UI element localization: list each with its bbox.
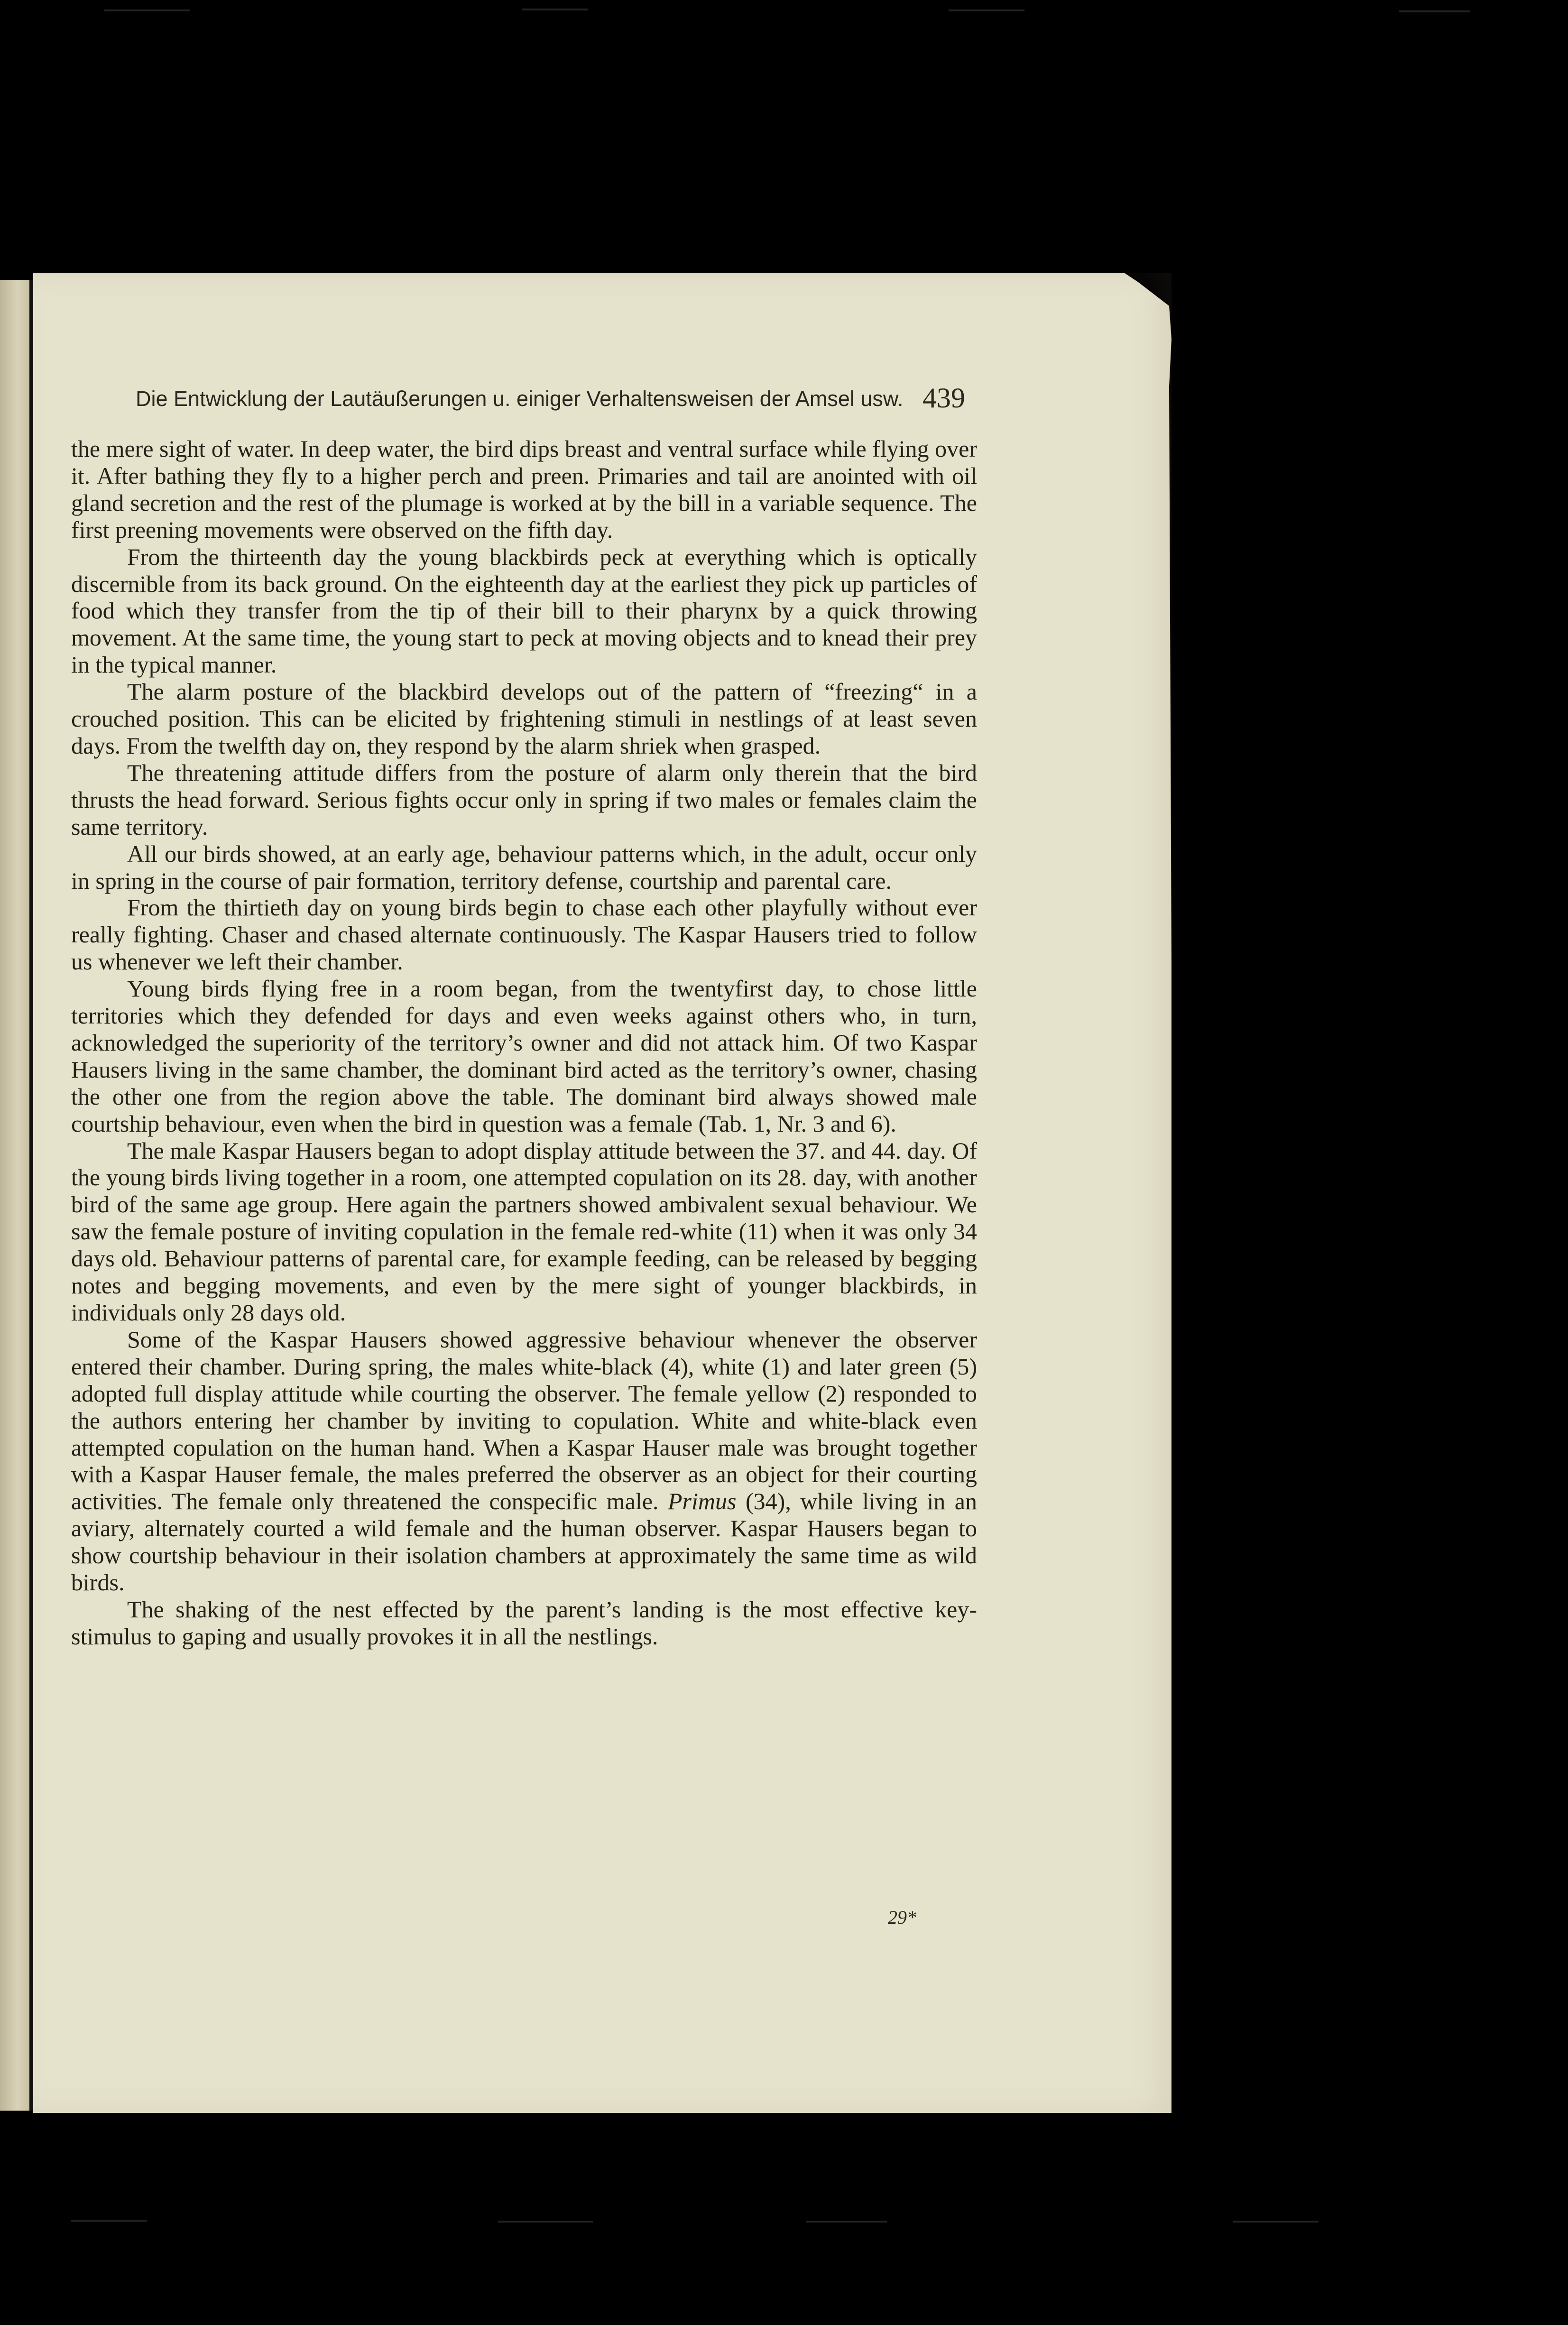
page-number: 439 — [922, 382, 965, 414]
paragraph-10: The shaking of the nest effected by the parent’s landing is the most effective key-stimulus to gaping and usually provokes it in all the nestlings. — [71, 1596, 977, 1650]
scan-speck — [498, 2221, 593, 2223]
running-head: Die Entwicklung der Lautäußerungen u. einiger Verhaltensweisen der Amsel usw. — [136, 387, 904, 411]
scan-speck — [1233, 2221, 1319, 2223]
paragraph-5: All our birds showed, at an early age, behaviour patterns which, in the adult, occur only in spring in the course of pair formation, territory defense, courtship and parental care. — [71, 840, 977, 894]
scan-speck — [806, 2221, 887, 2223]
scan-speck — [104, 9, 190, 11]
paragraph-9-text-b: (34), while living in an aviary, alternately courted a wild female and the human observer. Kaspar Hausers began to show courtship behaviour in their isolation chambers at approximately the same time as wild birds. — [71, 1488, 977, 1596]
paragraph-3: The alarm posture of the blackbird develops out of the pattern of “freezing“ in a crouched position. This can be elicited by frightening stimuli in nestlings of at least seven days. From the twelfth day on, they respond by the alarm shriek when grasped. — [71, 678, 977, 759]
species-name-italic: Primus — [667, 1488, 737, 1515]
paragraph-6: From the thirtieth day on young birds begin to chase each other playfully without ever really fighting. Chaser and chased alternate continuously. The Kaspar Hausers tried to follow us whenever we left their chamber. — [71, 894, 977, 975]
signature-mark: 29* — [888, 1907, 916, 1928]
scan-speck — [522, 9, 588, 10]
scan-speck — [1399, 10, 1470, 12]
paragraph-9 — [71, 1326, 977, 1596]
scan-speck — [71, 2220, 147, 2222]
paragraph-7: Young birds flying free in a room began, from the twentyfirst day, to chose little territories which they defended for days and even weeks against others who, in turn, acknowledged the superiority of the territory’s owner and did not attack him. Of two Kaspar Hausers living in the same chamber, the dominant bird acted as the territory’s owner, chasing the other one from the region above the table. The dominant bird always showed male courtship behaviour, even when the bird in question was a female (Tab. 1, Nr. 3 and 6). — [71, 975, 977, 1137]
paragraph-9-text-a: Some of the Kaspar Hausers showed aggressive behaviour whenever the observer entered their chamber. During spring, the males white-black (4), white (1) and later green (5) adopted full display attitude while courting the observer. The female yellow (2) responded to the authors entering her chamber by inviting to copulation. White and white-black even attempted copulation on the human hand. When a Kaspar Hauser male was brought together with a Kaspar Hauser female, the males preferred the observer as an object for their courting activities. The female only threatened the conspecific male. — [71, 1326, 977, 1515]
body-text — [71, 435, 977, 1858]
paragraph-8: The male Kaspar Hausers began to adopt display attitude between the 37. and 44. day. Of the young birds living together in a room, one attempted copulation on its 28. day, with another bird of the same age group. Here again the partners showed ambivalent sexual behaviour. We saw the female posture of inviting copulation in the female red-white (11) when it was only 34 days old. Behaviour patterns of parental care, for example feeding, can be released by begging notes and begging movements, and even by the mere sight of younger blackbirds, in individuals only 28 days old. — [71, 1137, 977, 1326]
paragraph-2: From the thirteenth day the young blackbirds peck at everything which is optically discernible from its back ground. On the eighteenth day at the earliest they pick up particles of food which they transfer from the tip of their bill to their pharynx by a quick throwing movement. At the same time, the young start to peck at moving objects and to knead their prey in the typical manner. — [71, 543, 977, 678]
scan-speck — [949, 9, 1024, 11]
paragraph-4: The threatening attitude differs from the posture of alarm only therein that the bird thrusts the head forward. Serious fights occur only in spring if two males or females claim the same territory. — [71, 759, 977, 840]
adjacent-page-edge — [0, 280, 29, 2111]
paragraph-1: the mere sight of water. In deep water, the bird dips breast and ventral surface while flying over it. After bathing they fly to a higher perch and preen. Primaries and tail are anointed with oil gland secretion and the rest of the plumage is worked at by the bill in a variable sequence. The first preening movements were observed on the fifth day. — [71, 435, 977, 543]
